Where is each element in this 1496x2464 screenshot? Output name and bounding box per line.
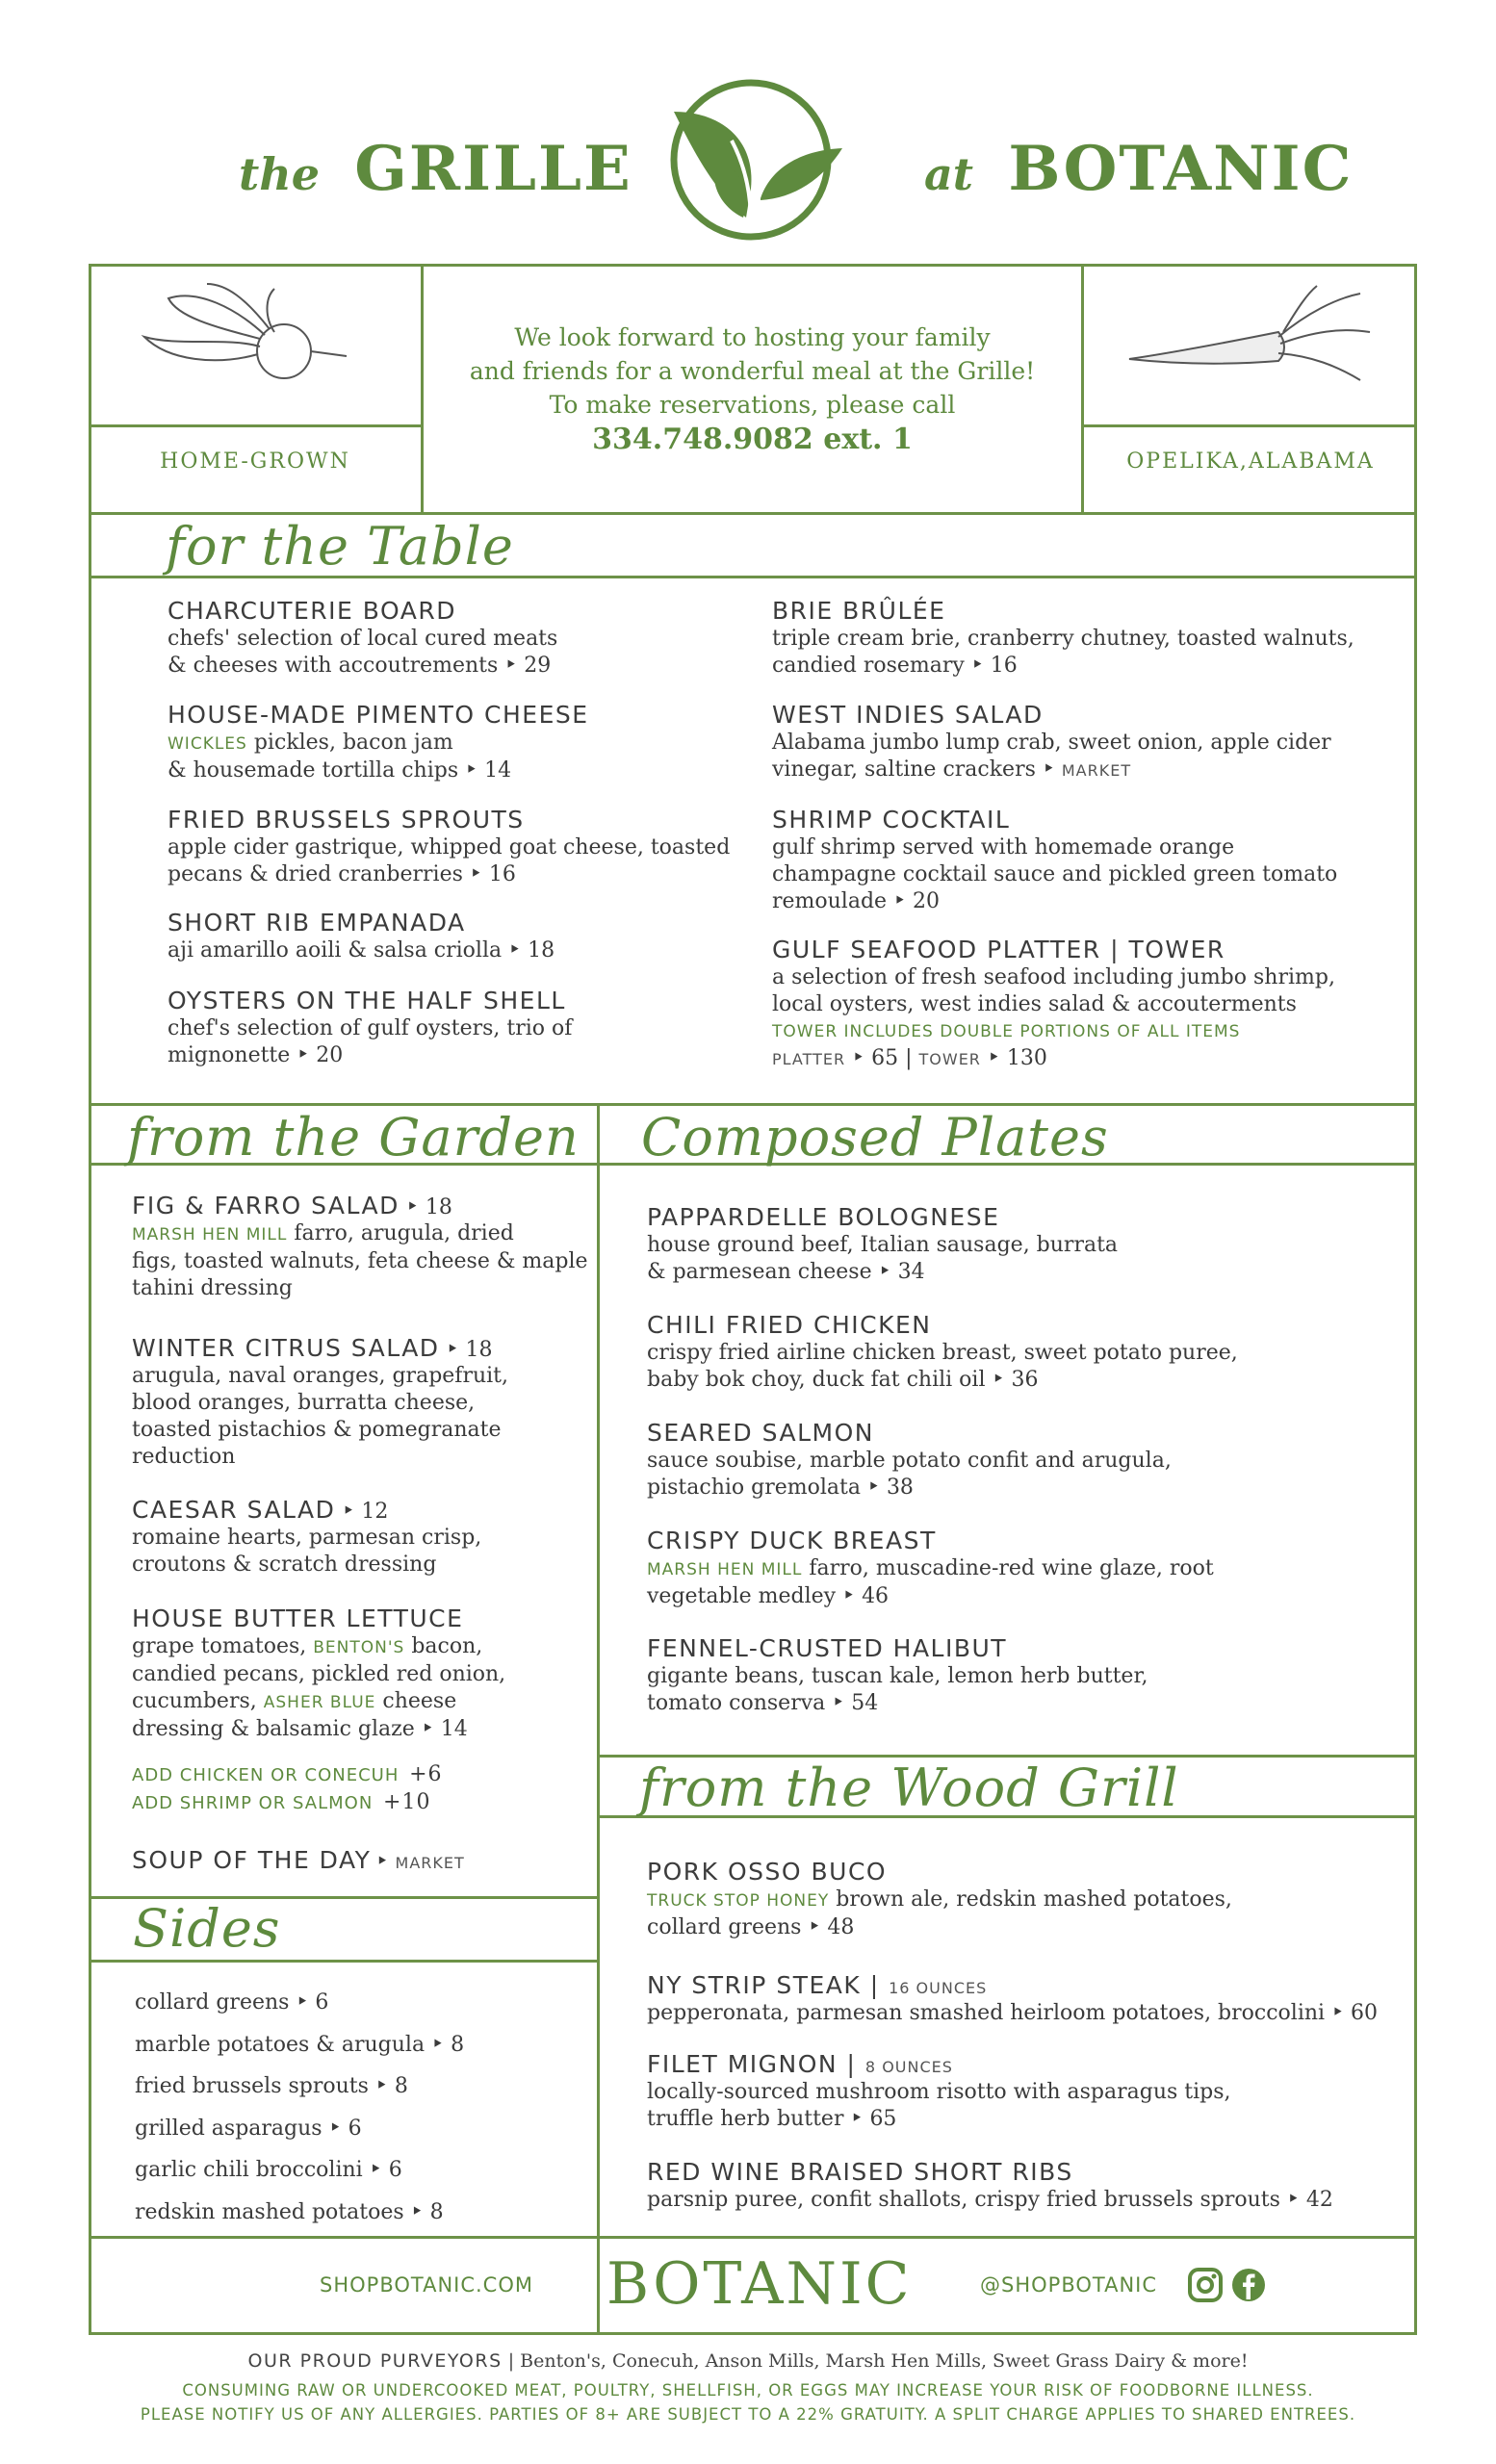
- item-price: 14: [484, 758, 512, 783]
- item-desc-text: dressing & balsamic glaze: [132, 1717, 415, 1741]
- item-price: 16: [488, 862, 516, 886]
- item-desc: baby bok choy, duck fat chili oil ‣ 36: [647, 1368, 1039, 1392]
- menu-item: [168, 701, 589, 784]
- item-desc: & cheeses with accoutrements ‣ 29: [168, 654, 552, 678]
- beet-illustration-icon: [140, 279, 351, 395]
- menu-item: [772, 701, 1331, 784]
- menu-item: [647, 1527, 1214, 1610]
- side-name: fried brussels sprouts: [135, 2074, 369, 2098]
- item-desc-text: & parmesean cheese: [647, 1260, 872, 1284]
- menu-item: [132, 1192, 588, 1302]
- item-desc-text: house ground beef, Italian sausage, burrata: [647, 1233, 1119, 1257]
- menu-item: [132, 1334, 508, 1471]
- item-price: 54: [851, 1691, 879, 1715]
- item-highlight: WICKLES: [168, 734, 247, 754]
- item-desc: [132, 1417, 508, 1444]
- section-title-garden: from the Garden: [127, 1107, 580, 1168]
- item-desc: [132, 1248, 588, 1275]
- instagram-icon[interactable]: [1187, 2267, 1224, 2303]
- item-desc: [772, 626, 1354, 653]
- tower-label: TOWER: [918, 1050, 981, 1068]
- item-name: CAESAR SALAD: [132, 1496, 336, 1524]
- item-desc: [168, 1015, 572, 1042]
- menu-item: [168, 987, 572, 1069]
- item-desc-text: candied pecans, pickled red onion,: [132, 1662, 506, 1686]
- item-desc-text: vinegar, saltine crackers: [772, 757, 1036, 782]
- item-desc-text: croutons & scratch dressing: [132, 1553, 437, 1577]
- item-name-row: CAESAR SALAD ‣ 12: [132, 1496, 389, 1524]
- item-desc-text: blood oranges, burratta cheese,: [132, 1391, 476, 1415]
- intro-line-2: and friends for a wonderful meal at the Grille!: [469, 357, 1036, 385]
- facebook-icon[interactable]: [1230, 2267, 1267, 2303]
- menu-item: [647, 1634, 1148, 1717]
- item-desc-text: baby bok choy, duck fat chili oil: [647, 1368, 986, 1392]
- item-desc-text: pecans & dried cranberries: [168, 862, 463, 886]
- menu-item: [168, 806, 730, 888]
- item-desc: aji amarillo aoili & salsa criolla ‣ 18: [168, 938, 555, 962]
- item-desc: [132, 1390, 508, 1417]
- item-price: 20: [316, 1043, 344, 1067]
- menu-item: [168, 597, 557, 680]
- item-desc-text: tomato conserva: [647, 1691, 826, 1715]
- item-desc: [168, 834, 730, 861]
- warning-line-1: CONSUMING RAW OR UNDERCOOKED MEAT, POULTRY, SHELLFISH, OR EGGS MAY INCREASE YOUR RISK OF FOODBORNE ILLNESS.: [182, 2381, 1314, 2400]
- item-name: FILET MIGNON: [647, 2050, 838, 2078]
- item-desc-text: tahini dressing: [132, 1276, 293, 1300]
- item-desc-text: a selection of fresh seafood including jumbo shrimp,: [772, 965, 1335, 989]
- item-name-row: [647, 2158, 1333, 2187]
- item-name-row: WINTER CITRUS SALAD ‣ 18: [132, 1334, 493, 1362]
- item-desc-text: candied rosemary: [772, 654, 965, 678]
- side-price: 6: [348, 2116, 362, 2141]
- item-desc: [132, 1525, 481, 1552]
- item-price: MARKET: [1061, 761, 1132, 780]
- menu-item: [647, 1203, 1118, 1286]
- item-name-row: [168, 806, 730, 834]
- item-desc: [132, 1661, 505, 1688]
- header-at: at: [924, 148, 974, 200]
- item-name: CRISPY DUCK BREAST: [647, 1527, 937, 1554]
- item-desc-text: toasted pistachios & pomegranate: [132, 1418, 502, 1442]
- item-name: HOUSE BUTTER LETTUCE: [132, 1604, 464, 1632]
- item-desc: & housemade tortilla chips ‣ 14: [168, 758, 512, 783]
- section-title-sides: Sides: [133, 1898, 281, 1959]
- item-size: 8 OUNCES: [864, 2058, 953, 2076]
- side-price: 8: [451, 2032, 465, 2057]
- item-desc: [132, 1444, 508, 1471]
- item-price: MARKET: [395, 1854, 465, 1872]
- item-desc: vinegar, saltine crackers ‣ MARKET: [772, 757, 1132, 782]
- menu-item: [647, 1971, 1378, 2027]
- item-desc-text: vegetable medley: [647, 1584, 837, 1608]
- item-desc: [132, 1633, 505, 1661]
- item-price: 34: [897, 1260, 925, 1284]
- item-name: NY STRIP STEAK: [647, 1971, 862, 1999]
- item-name-row: [168, 909, 555, 937]
- item-desc: [772, 834, 1337, 861]
- side-item: garlic chili broccolini ‣ 6: [135, 2158, 402, 2182]
- item-desc: collard greens ‣ 48: [647, 1915, 855, 1939]
- item-desc: [132, 1275, 588, 1302]
- item-desc: [772, 991, 1335, 1018]
- platter-label: PLATTER: [772, 1050, 846, 1068]
- item-desc-text: mignonette: [168, 1043, 291, 1067]
- item-name: SHRIMP COCKTAIL: [772, 806, 1011, 834]
- item-price: 12: [361, 1500, 389, 1524]
- item-name: SOUP OF THE DAY: [132, 1846, 372, 1874]
- item-price: 18: [528, 938, 555, 962]
- item-desc: mignonette ‣ 20: [168, 1043, 344, 1067]
- item-name: WEST INDIES SALAD: [772, 701, 1044, 729]
- item-price: 36: [1011, 1368, 1039, 1392]
- item-desc-text: parsnip puree, confit shallots, crispy fried brussels sprouts: [647, 2188, 1280, 2212]
- item-desc-text: gulf shrimp served with homemade orange: [772, 835, 1235, 860]
- header-botanic: BOTANIC: [1008, 133, 1354, 205]
- purveyors-label: OUR PROUD PURVEYORS: [247, 2350, 503, 2372]
- item-name: PORK OSSO BUCO: [647, 1858, 888, 1886]
- item-desc-text: locally-sourced mushroom risotto with asparagus tips,: [647, 2080, 1231, 2104]
- item-desc-text: figs, toasted walnuts, feta cheese & maple: [132, 1249, 588, 1273]
- menu-item: [132, 1496, 481, 1578]
- item-desc: [647, 1663, 1148, 1690]
- item-desc: [647, 1232, 1118, 1259]
- item-price: 60: [1351, 2001, 1379, 2025]
- item-desc: [647, 1886, 1232, 1914]
- item-name-row: [168, 701, 589, 730]
- section-title-composed: Composed Plates: [641, 1107, 1109, 1168]
- item-highlight: ASHER BLUE: [263, 1693, 376, 1712]
- item-name: FENNEL-CRUSTED HALIBUT: [647, 1634, 1008, 1662]
- item-desc-text: remoulade: [772, 889, 888, 913]
- item-price: 46: [862, 1584, 890, 1608]
- item-desc-text: local oysters, west indies salad & accouterments: [772, 992, 1297, 1016]
- item-highlight: MARSH HEN MILL: [647, 1560, 803, 1579]
- item-desc: [772, 730, 1331, 757]
- addon-chicken-price: +6: [409, 1762, 443, 1786]
- side-price: 6: [388, 2158, 402, 2182]
- header-the: the: [239, 148, 320, 200]
- header-grille: GRILLE: [354, 133, 632, 205]
- item-desc-text: & housemade tortilla chips: [168, 758, 459, 783]
- side-name: collard greens: [135, 1990, 290, 2015]
- item-desc: pepperonata, parmesan smashed heirloom potatoes, broccolini ‣ 60: [647, 2001, 1379, 2025]
- item-desc-text: Alabama jumbo lump crab, sweet onion, apple cider: [772, 731, 1331, 755]
- item-price: 42: [1305, 2188, 1333, 2212]
- item-desc: & parmesean cheese ‣ 34: [647, 1260, 925, 1284]
- item-desc-text: cucumbers,: [132, 1689, 264, 1713]
- home-grown-label: HOME-GROWN: [160, 449, 350, 474]
- menu-item: [772, 806, 1337, 915]
- item-desc: [132, 1552, 481, 1578]
- addon-chicken: [132, 1761, 443, 1789]
- menu-item: [647, 1311, 1238, 1394]
- website-link[interactable]: SHOPBOTANIC.COM: [320, 2273, 533, 2297]
- item-desc: pecans & dried cranberries ‣ 16: [168, 862, 516, 886]
- social-handle[interactable]: @SHOPBOTANIC: [980, 2273, 1158, 2297]
- item-name-row: [647, 1311, 1238, 1340]
- item-name: OYSTERS ON THE HALF SHELL: [168, 987, 566, 1014]
- item-name: CHARCUTERIE BOARD: [168, 597, 456, 625]
- intro-line-1: We look forward to hosting your family: [514, 323, 991, 351]
- item-desc-text: champagne cocktail sauce and pickled green tomato: [772, 862, 1338, 886]
- item-name-row: [647, 1527, 1214, 1555]
- item-name: SHORT RIB EMPANADA: [168, 909, 466, 937]
- item-desc-text: farro, muscadine-red wine glaze, root: [802, 1556, 1214, 1580]
- item-desc: [647, 1555, 1214, 1583]
- side-item: grilled asparagus ‣ 6: [135, 2116, 362, 2141]
- item-price: 29: [524, 654, 552, 678]
- section-title-table: for the Table: [166, 516, 514, 577]
- item-desc-text: & cheeses with accoutrements: [168, 654, 499, 678]
- item-desc-text: bacon,: [404, 1634, 483, 1658]
- menu-item: [772, 936, 1335, 1073]
- item-price: 65: [869, 2107, 897, 2131]
- item-desc: remoulade ‣ 20: [772, 889, 941, 913]
- menu-item: [647, 2158, 1333, 2214]
- menu-item: [647, 1858, 1232, 1941]
- side-price: 8: [394, 2074, 408, 2098]
- item-name-row: [132, 1604, 505, 1633]
- item-name-row: [772, 936, 1335, 964]
- item-name-row: [168, 987, 572, 1015]
- item-price: 18: [425, 1195, 452, 1219]
- item-desc-text: chefs' selection of local cured meats: [168, 627, 558, 651]
- item-desc-text: truffle herb butter: [647, 2107, 844, 2131]
- item-desc-text: triple cream brie, cranberry chutney, toasted walnuts,: [772, 627, 1354, 651]
- item-desc-text: sauce soubise, marble potato confit and arugula,: [647, 1449, 1172, 1473]
- menu-item-soup: SOUP OF THE DAY ‣ MARKET: [132, 1846, 465, 1874]
- side-price: 8: [429, 2199, 444, 2224]
- item-desc: [647, 1448, 1172, 1475]
- intro-line-3: To make reservations, please call: [549, 391, 956, 419]
- item-size: 16 OUNCES: [889, 1979, 988, 1997]
- item-name-row: [647, 1858, 1232, 1886]
- side-name: garlic chili broccolini: [135, 2158, 363, 2182]
- item-desc-text: collard greens: [647, 1915, 802, 1939]
- item-name: BRIE BRÛLÉE: [772, 597, 946, 625]
- menu-item: [772, 597, 1354, 680]
- item-price: 20: [913, 889, 941, 913]
- item-price: 14: [440, 1717, 468, 1741]
- item-desc: truffle herb butter ‣ 65: [647, 2107, 897, 2131]
- item-name: PAPPARDELLE BOLOGNESE: [647, 1203, 1000, 1231]
- reservation-phone[interactable]: 334.748.9082 ext. 1: [592, 423, 913, 456]
- item-name: FIG & FARRO SALAD: [132, 1192, 400, 1219]
- item-price: 48: [827, 1915, 855, 1939]
- item-desc-text: apple cider gastrique, whipped goat cheese, toasted: [168, 835, 731, 860]
- item-price: 18: [465, 1338, 493, 1362]
- item-desc: [168, 730, 589, 757]
- item-desc-text: romaine hearts, parmesan crisp,: [132, 1526, 482, 1550]
- intro-text: [424, 321, 1081, 458]
- item-name-row: FIG & FARRO SALAD ‣ 18: [132, 1192, 452, 1219]
- item-name-row: FILET MIGNON | 8 OUNCES: [647, 2050, 953, 2078]
- item-highlight: MARSH HEN MILL: [132, 1225, 288, 1245]
- item-desc-text: reduction: [132, 1445, 236, 1469]
- item-desc: [647, 2079, 1231, 2106]
- side-item: marble potatoes & arugula ‣ 8: [135, 2032, 465, 2057]
- menu-item: [168, 909, 555, 964]
- addon-chicken-label: ADD CHICKEN OR CONECUH: [132, 1765, 400, 1785]
- item-desc: parsnip puree, confit shallots, crispy fried brussels sprouts ‣ 42: [647, 2188, 1333, 2212]
- side-item: collard greens ‣ 6: [135, 1990, 329, 2015]
- item-desc: [132, 1688, 505, 1716]
- item-desc-text: cheese: [375, 1689, 457, 1713]
- item-price: 16: [990, 654, 1018, 678]
- item-name-row: [647, 1419, 1172, 1448]
- side-name: marble potatoes & arugula: [135, 2032, 426, 2057]
- item-name: CHILI FRIED CHICKEN: [647, 1311, 932, 1339]
- item-name: SEARED SALMON: [647, 1419, 874, 1447]
- item-name-row: [647, 1634, 1148, 1663]
- menu-item: [647, 2050, 1231, 2133]
- item-desc: [132, 1220, 588, 1248]
- item-desc-text: brown ale, redskin mashed potatoes,: [829, 1887, 1232, 1912]
- platter-price: 65: [871, 1046, 899, 1070]
- item-highlight: TRUCK STOP HONEY: [647, 1891, 830, 1911]
- item-name-row: [772, 597, 1354, 626]
- item-desc-text: farro, arugula, dried: [287, 1221, 514, 1245]
- menu-item: [132, 1604, 505, 1743]
- footer-brand: BOTANIC: [606, 2250, 913, 2318]
- menu-item: [647, 1419, 1172, 1502]
- item-prices: PLATTER ‣ 65 | TOWER ‣ 130: [772, 1046, 1047, 1070]
- section-title-wood: from the Wood Grill: [639, 1758, 1179, 1818]
- item-desc: [772, 964, 1335, 991]
- side-item: redskin mashed potatoes ‣ 8: [135, 2199, 444, 2224]
- item-name: FRIED BRUSSELS SPROUTS: [168, 806, 525, 834]
- item-desc: [168, 626, 557, 653]
- item-name-row: [772, 701, 1331, 730]
- item-desc-text: arugula, naval oranges, grapefruit,: [132, 1364, 508, 1388]
- item-highlight: BENTON'S: [313, 1638, 405, 1657]
- item-name: GULF SEAFOOD PLATTER | TOWER: [772, 936, 1225, 963]
- addons: [132, 1761, 443, 1817]
- side-item: fried brussels sprouts ‣ 8: [135, 2074, 408, 2098]
- item-desc-text: grape tomatoes,: [132, 1634, 314, 1658]
- leaf-logo-icon: [655, 73, 847, 243]
- item-price: 38: [886, 1476, 914, 1500]
- addon-shrimp-price: +10: [383, 1790, 431, 1814]
- item-name: WINTER CITRUS SALAD: [132, 1334, 440, 1362]
- side-price: 6: [315, 1990, 329, 2015]
- item-name: HOUSE-MADE PIMENTO CHEESE: [168, 701, 589, 729]
- item-desc: [647, 1340, 1238, 1367]
- header-the-grille: [239, 133, 632, 205]
- item-desc: tomato conserva ‣ 54: [647, 1691, 879, 1715]
- item-name-row: NY STRIP STEAK | 16 OUNCES: [647, 1971, 988, 1999]
- item-name-row: [647, 1203, 1118, 1232]
- purveyors: OUR PROUD PURVEYORS | Benton's, Conecuh, Anson Mills, Marsh Hen Mills, Sweet Grass Dairy & more!: [247, 2350, 1249, 2372]
- item-desc: [132, 1363, 508, 1390]
- item-desc: dressing & balsamic glaze ‣ 14: [132, 1717, 468, 1741]
- item-note: TOWER INCLUDES DOUBLE PORTIONS OF ALL ITEMS: [772, 1022, 1241, 1041]
- item-desc: [772, 861, 1337, 888]
- item-name: RED WINE BRAISED SHORT RIBS: [647, 2158, 1073, 2186]
- item-name-row: [772, 806, 1337, 834]
- addon-shrimp-label: ADD SHRIMP OR SALMON: [132, 1793, 374, 1813]
- item-desc-text: aji amarillo aoili & salsa criolla: [168, 938, 503, 962]
- addon-shrimp: [132, 1789, 443, 1817]
- item-desc: vegetable medley ‣ 46: [647, 1584, 890, 1608]
- carrot-illustration-icon: [1124, 284, 1375, 390]
- location-label: OPELIKA,ALABAMA: [1126, 449, 1375, 474]
- item-desc-text: pickles, bacon jam: [246, 731, 453, 755]
- item-desc: pistachio gremolata ‣ 38: [647, 1476, 914, 1500]
- tower-price: 130: [1006, 1046, 1047, 1070]
- side-name: grilled asparagus: [135, 2116, 322, 2141]
- item-desc-text: gigante beans, tuscan kale, lemon herb butter,: [647, 1664, 1148, 1688]
- warning-line-2: PLEASE NOTIFY US OF ANY ALLERGIES. PARTIES OF 8+ ARE SUBJECT TO A 22% GRATUITY. A SPLIT CHARGE APPLIES TO SHARED ENTREES.: [140, 2405, 1356, 2424]
- item-name-row: [168, 597, 557, 626]
- purveyors-list: Benton's, Conecuh, Anson Mills, Marsh Hen Mills, Sweet Grass Dairy & more!: [520, 2350, 1249, 2372]
- item-desc-text: crispy fried airline chicken breast, sweet potato puree,: [647, 1341, 1238, 1365]
- side-name: redskin mashed potatoes: [135, 2199, 404, 2224]
- item-desc-text: pepperonata, parmesan smashed heirloom potatoes, broccolini: [647, 2001, 1326, 2025]
- item-desc-text: pistachio gremolata: [647, 1476, 861, 1500]
- item-desc-text: chef's selection of gulf oysters, trio of: [168, 1016, 573, 1040]
- item-desc: candied rosemary ‣ 16: [772, 654, 1018, 678]
- header-at-botanic: [924, 133, 1354, 205]
